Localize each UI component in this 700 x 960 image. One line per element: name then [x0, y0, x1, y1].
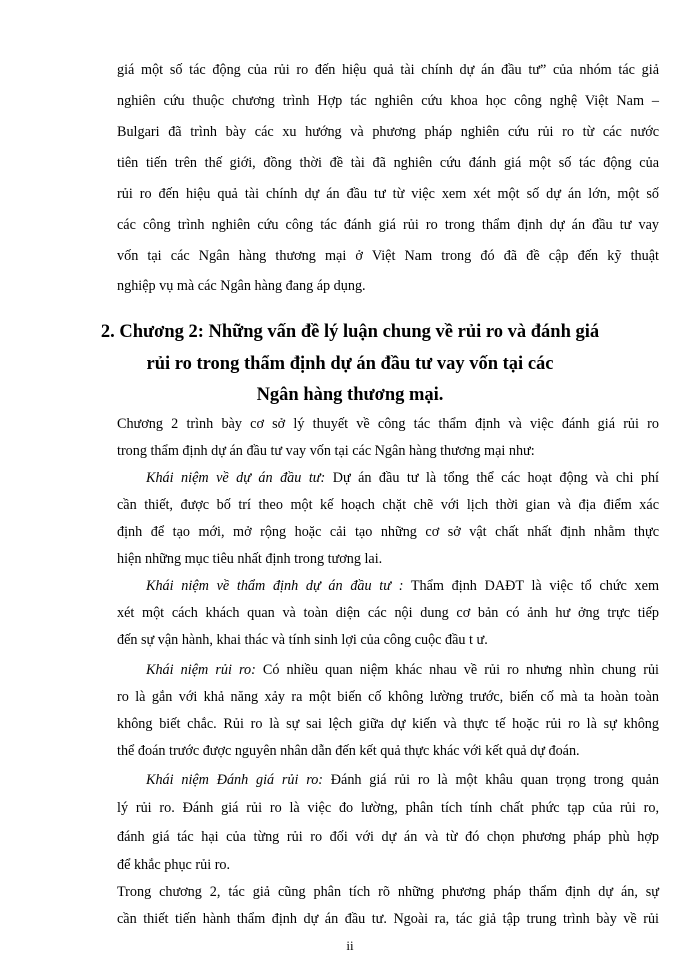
text-line: giá một số tác động của rủi ro đến hiệu quả tài chính dự án đầu tư” của nhóm tác giả [117, 62, 659, 78]
text-line: tiên tiến trên thế giới, đồng thời đề tài đã nghiên cứu đánh giá một số tác động của [117, 155, 659, 171]
text-line: Trong chương 2, tác giả cũng phân tích rõ những phương pháp thẩm định dự án, sự [117, 884, 659, 900]
page-number: ii [346, 938, 354, 953]
chapter-heading: 2. Chương 2: Những vấn đề lý luận chung về rủi ro và đánh giá [100, 322, 600, 342]
definition-term: Khái niệm Đánh giá rủi ro: [146, 772, 324, 788]
text-line: nghiên cứu thuộc chương trình Hợp tác nghiên cứu khoa học công nghệ Việt Nam – [117, 93, 659, 109]
definition-term: Khái niệm về dự án đầu tư: [146, 470, 326, 486]
definition-text: Dự án đầu tư là tổng thể các hoạt động và chi phí [325, 470, 659, 486]
definition-text: Đánh giá rủi ro là một khâu quan trọng trong quản [323, 772, 659, 788]
text-line: định để tạo mới, mở rộng hoặc cải tạo những cơ sở vật chất nhất định nhằm thực [117, 524, 659, 540]
text-line: ro là gắn với khả năng xảy ra một biến cố không lường trước, biến cố mà ta hoàn toàn [117, 689, 659, 705]
text-line: các công trình nghiên cứu công tác đánh giá rủi ro trong thẩm định dự án đầu tư vay [117, 217, 659, 233]
definition-line [146, 772, 659, 789]
text-line: Chương 2 trình bày cơ sở lý thuyết về công tác thẩm định và việc đánh giá rủi ro [117, 416, 659, 432]
text-line: nghiệp vụ mà các Ngân hàng đang áp dụng. [117, 278, 366, 294]
text-line: lý rủi ro. Đánh giá rủi ro là việc đo lường, phân tích tính chất phức tạp của rủi ro, [117, 800, 659, 816]
text-line: đánh giá tác hại của từng rủi ro đối với dự án và từ đó chọn phương pháp phù hợp [117, 829, 659, 845]
text-line: cần thiết tiến hành thẩm định dự án đầu tư. Ngoài ra, tác giả tập trung trình bày về rủi [117, 911, 659, 927]
text-line: vốn tại các Ngân hàng thương mại ở Việt Nam trong đó đã đề cập đến kỹ thuật [117, 248, 659, 264]
text-line: xét một cách khách quan và toàn diện các nội dung cơ bản có ảnh hư ởng trực tiếp [117, 605, 659, 621]
text-line: không biết chắc. Rủi ro là sự sai lệch giữa dự kiến và thực tế hoặc rủi ro là sự không [117, 716, 659, 732]
definition-term: Khái niệm rủi ro: [146, 662, 256, 678]
text-line: thể đoán trước được nguyên nhân dẫn đến kết quả thực khác với kết quả dự đoán. [117, 743, 580, 759]
text-line: cần thiết, được bố trí theo một kế hoạch chặt chẽ với lịch thời gian và địa điểm xác [117, 497, 659, 513]
definition-line [146, 470, 659, 487]
chapter-heading: rủi ro trong thẩm định dự án đầu tư vay vốn tại các [146, 354, 554, 374]
text-line: trong thẩm định dự án đầu tư vay vốn tại các Ngân hàng thương mại như: [117, 443, 535, 459]
text-line: để khắc phục rủi ro. [117, 857, 231, 873]
definition-line [146, 662, 659, 679]
chapter-heading: Ngân hàng thương mại. [256, 385, 444, 405]
definition-text: Thẩm định DAĐT là việc tổ chức xem [403, 578, 659, 594]
text-line: hiện những mục tiêu nhất định trong tương lai. [117, 551, 383, 567]
definition-line [146, 578, 659, 595]
text-line: Bulgari đã trình bày các xu hướng và phương pháp nghiên cứu rủi ro từ các nước [117, 124, 659, 140]
definition-term: Khái niệm về thẩm định dự án đầu tư : [146, 578, 404, 594]
text-line: đến sự vận hành, khai thác và tính sinh lợi của công cuộc đầu t ư. [117, 632, 488, 648]
definition-text: Có nhiều quan niệm khác nhau về rủi ro nhưng nhìn chung rủi [255, 662, 660, 678]
text-line: rủi ro đến hiệu quả tài chính dự án đầu tư từ việc xem xét một số dự án lớn, một số [117, 186, 659, 202]
